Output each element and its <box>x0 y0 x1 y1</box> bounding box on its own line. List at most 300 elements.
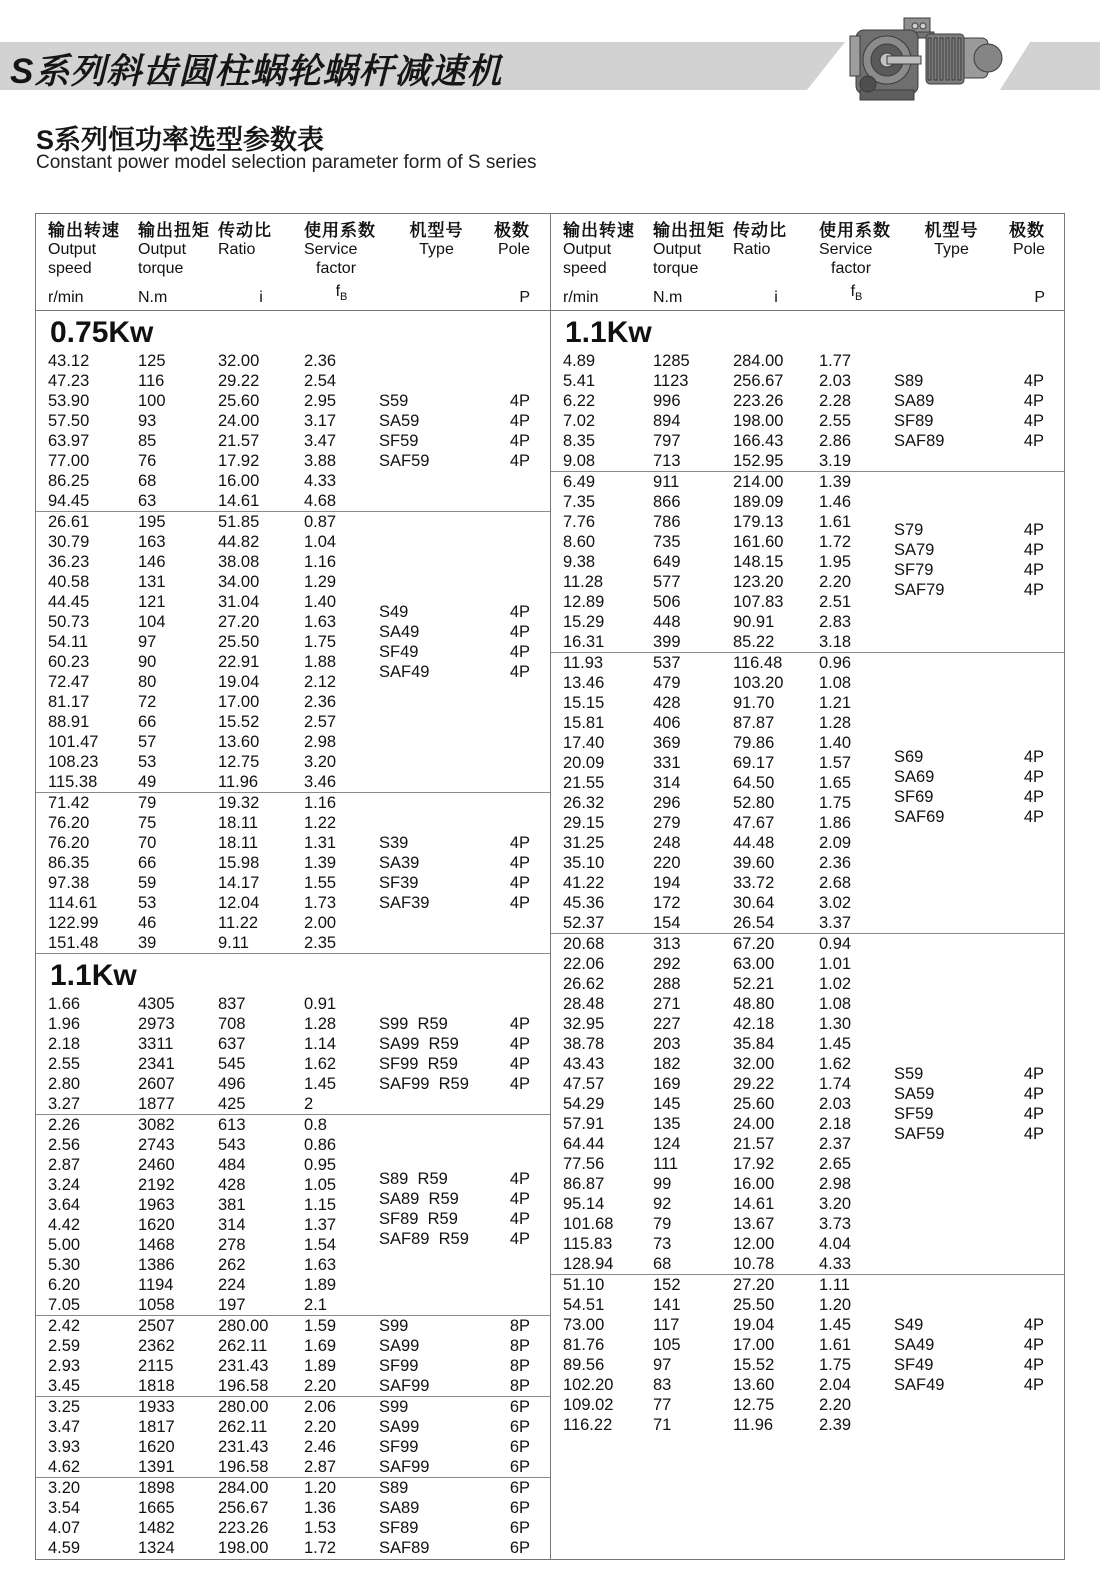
torque-value: 296 <box>653 794 681 812</box>
speed-value: 36.23 <box>48 553 90 571</box>
type-pole-row <box>894 747 1044 767</box>
ratio-value: 198.00 <box>733 412 784 430</box>
torque-value: 70 <box>138 834 157 852</box>
ratio-value: 166.43 <box>733 432 784 450</box>
header-label-en: factor <box>831 260 872 277</box>
speed-value: 51.10 <box>563 1276 605 1294</box>
torque-value: 117 <box>653 1316 680 1334</box>
header-label-en: Type <box>934 241 969 258</box>
ratio-value: 85.22 <box>733 633 775 651</box>
pole-value: 6P <box>509 1519 530 1537</box>
speed-value: 11.93 <box>563 654 604 672</box>
speed-value: 11.28 <box>563 573 604 591</box>
pole-value: 4P <box>1023 1336 1044 1354</box>
factor-value: 1.22 <box>304 814 337 832</box>
ratio-value: 9.11 <box>218 934 249 952</box>
factor-value: 1.21 <box>819 694 852 712</box>
table-row <box>551 1395 1064 1415</box>
factor-value: 2.18 <box>819 1115 852 1133</box>
ratio-value: 25.60 <box>218 392 260 410</box>
ratio-value: 107.83 <box>733 593 784 611</box>
table-row <box>36 371 550 391</box>
pole-value: 4P <box>509 1230 530 1248</box>
header-label-en: factor <box>316 260 357 277</box>
type-pole-row <box>379 1054 530 1074</box>
torque-value: 1963 <box>138 1196 175 1214</box>
speed-value: 2.55 <box>48 1055 81 1073</box>
header-label-cn: 机型号 <box>924 221 979 240</box>
pole-value: 4P <box>1023 1065 1044 1083</box>
factor-value: 1.53 <box>304 1519 337 1537</box>
ratio-value: 613 <box>218 1116 246 1134</box>
header-unit: $f_B$ <box>850 282 863 303</box>
speed-value: 86.35 <box>48 854 90 872</box>
speed-value: 12.89 <box>563 593 605 611</box>
factor-value: 2.57 <box>304 713 337 731</box>
factor-value: 1.75 <box>819 794 852 812</box>
type-value: SAF89 <box>379 1539 430 1557</box>
ratio-value: 91.70 <box>733 694 775 712</box>
ratio-value: 284.00 <box>218 1479 269 1497</box>
type-pole-row <box>894 1064 1044 1084</box>
type-pole-row <box>894 411 1044 431</box>
factor-value: 2.20 <box>819 573 852 591</box>
torque-value: 577 <box>653 573 681 591</box>
speed-value: 54.11 <box>48 633 89 651</box>
power-section <box>36 953 550 1558</box>
type-pole-row <box>379 431 530 451</box>
ratio-value: 314 <box>218 1216 246 1234</box>
data-group <box>36 1114 550 1315</box>
column-header-torque <box>653 221 733 310</box>
factor-value: 3.20 <box>819 1195 852 1213</box>
type-value: SA89 <box>894 392 935 410</box>
ratio-value: 15.52 <box>733 1356 775 1374</box>
table-row <box>551 1214 1064 1234</box>
torque-value: 49 <box>138 773 157 791</box>
factor-value: 3.20 <box>304 753 337 771</box>
torque-value: 145 <box>653 1095 681 1113</box>
type-pole-block <box>894 371 1044 451</box>
speed-value: 7.76 <box>563 513 596 531</box>
speed-value: 101.68 <box>563 1215 614 1233</box>
ratio-value: 262.11 <box>218 1418 268 1436</box>
type-value: SA99 <box>379 1337 420 1355</box>
torque-value: 2192 <box>138 1176 175 1194</box>
type-value: SAF79 <box>894 581 945 599</box>
speed-value: 35.10 <box>563 854 605 872</box>
torque-value: 68 <box>653 1255 672 1273</box>
table-row <box>551 1174 1064 1194</box>
factor-value: 2.86 <box>819 432 852 450</box>
header-unit: r/min <box>48 289 84 306</box>
type-pole-row <box>379 1417 530 1437</box>
type-value: SF39 <box>379 874 419 892</box>
factor-value: 1.05 <box>304 1176 337 1194</box>
type-pole-block <box>894 1315 1044 1395</box>
torque-value: 105 <box>653 1336 681 1354</box>
pole-value: 4P <box>1023 372 1044 390</box>
ratio-value: 24.00 <box>733 1115 775 1133</box>
torque-value: 66 <box>138 854 157 872</box>
pole-value: 4P <box>509 603 530 621</box>
type-value: SAF69 <box>894 808 945 826</box>
table-row <box>551 1295 1064 1315</box>
speed-value: 45.36 <box>563 894 605 912</box>
torque-value: 1818 <box>138 1377 175 1395</box>
pole-value: 4P <box>1023 412 1044 430</box>
type-pole-row <box>379 642 530 662</box>
factor-value: 1.40 <box>304 593 337 611</box>
type-value: S49 <box>379 603 409 621</box>
factor-value: 2.55 <box>819 412 852 430</box>
type-value: S99 R59 <box>379 1015 448 1033</box>
type-value: SF49 <box>379 643 419 661</box>
factor-value: 1.36 <box>304 1499 337 1517</box>
pole-value: 4P <box>1023 1376 1044 1394</box>
pole-value: 6P <box>509 1479 530 1497</box>
speed-value: 7.02 <box>563 412 596 430</box>
torque-value: 4305 <box>138 995 175 1013</box>
type-value: SA59 <box>379 412 420 430</box>
factor-value: 1.39 <box>819 473 852 491</box>
factor-value: 2.68 <box>819 874 852 892</box>
factor-value: 1.59 <box>304 1317 337 1335</box>
factor-value: 2.39 <box>819 1416 852 1434</box>
table-row <box>551 653 1064 673</box>
factor-value: 1.72 <box>304 1539 337 1557</box>
speed-value: 26.32 <box>563 794 605 812</box>
header-unit: r/min <box>563 289 599 306</box>
column-header-type <box>379 221 494 310</box>
gear-reducer-illustration <box>842 4 1012 116</box>
speed-value: 3.54 <box>48 1499 81 1517</box>
ratio-value: 21.57 <box>218 432 260 450</box>
ratio-value: 256.67 <box>733 372 784 390</box>
data-group <box>36 994 550 1114</box>
torque-value: 220 <box>653 854 681 872</box>
ratio-value: 64.50 <box>733 774 775 792</box>
table-row <box>551 1014 1064 1034</box>
torque-value: 1620 <box>138 1216 175 1234</box>
speed-value: 151.48 <box>48 934 99 952</box>
factor-value: 1.69 <box>304 1337 337 1355</box>
speed-value: 4.07 <box>48 1519 81 1537</box>
ratio-value: 63.00 <box>733 955 775 973</box>
speed-value: 30.79 <box>48 533 90 551</box>
speed-value: 26.62 <box>563 975 605 993</box>
type-value: SF69 <box>894 788 934 806</box>
table-row <box>36 752 550 772</box>
type-pole-row <box>894 1335 1044 1355</box>
factor-value: 1.61 <box>819 513 852 531</box>
torque-value: 406 <box>653 714 681 732</box>
header-unit: P <box>1034 289 1045 306</box>
factor-value: 2.46 <box>304 1438 337 1456</box>
factor-value: 1.45 <box>304 1075 337 1093</box>
header-unit: N.m <box>653 289 683 306</box>
table-row <box>36 793 550 813</box>
header-label-en: Ratio <box>218 241 256 258</box>
torque-value: 121 <box>138 593 166 611</box>
data-group <box>36 351 550 511</box>
header-label-cn: 机型号 <box>409 221 464 240</box>
pole-value: 4P <box>509 1015 530 1033</box>
type-pole-block <box>894 747 1044 827</box>
speed-value: 6.20 <box>48 1276 81 1294</box>
ratio-value: 16.00 <box>733 1175 775 1193</box>
torque-value: 79 <box>653 1215 672 1233</box>
type-pole-block <box>379 1014 530 1094</box>
torque-value: 1898 <box>138 1479 175 1497</box>
parameter-table <box>35 213 1065 1560</box>
speed-value: 41.22 <box>563 874 605 892</box>
header-label-en: Output <box>563 241 612 258</box>
header-label-cn: 极数 <box>494 221 530 240</box>
torque-value: 1123 <box>653 372 689 390</box>
torque-value: 93 <box>138 412 157 430</box>
torque-value: 479 <box>653 674 681 692</box>
ratio-value: 262.11 <box>218 1337 268 1355</box>
speed-value: 76.20 <box>48 814 90 832</box>
factor-value: 2.20 <box>819 1396 852 1414</box>
pole-value: 4P <box>1023 788 1044 806</box>
type-pole-row <box>379 1169 530 1189</box>
factor-value: 1.86 <box>819 814 852 832</box>
factor-value: 0.8 <box>304 1116 327 1134</box>
table-row <box>36 732 550 752</box>
header-label-en: speed <box>48 260 92 277</box>
speed-value: 86.87 <box>563 1175 605 1193</box>
ratio-value: 21.57 <box>733 1135 775 1153</box>
table-row <box>551 853 1064 873</box>
speed-value: 2.18 <box>48 1035 81 1053</box>
type-pole-row <box>379 1518 530 1538</box>
column-header-speed <box>48 221 138 310</box>
speed-value: 1.96 <box>48 1015 81 1033</box>
factor-value: 1.75 <box>304 633 337 651</box>
power-section <box>36 311 550 953</box>
speed-value: 9.08 <box>563 452 596 470</box>
table-row <box>551 893 1064 913</box>
factor-value: 3.19 <box>819 452 852 470</box>
factor-value: 1.55 <box>304 874 337 892</box>
ratio-value: 284.00 <box>733 352 784 370</box>
speed-value: 15.15 <box>563 694 605 712</box>
speed-value: 71.42 <box>48 794 90 812</box>
type-pole-row <box>894 1104 1044 1124</box>
torque-value: 866 <box>653 493 681 511</box>
header-label-cn: 输出转速 <box>563 221 635 240</box>
table-row <box>551 1194 1064 1214</box>
type-pole-row <box>894 1124 1044 1144</box>
ratio-value: 496 <box>218 1075 246 1093</box>
ratio-value: 19.32 <box>218 794 260 812</box>
header-unit <box>894 307 1009 310</box>
speed-value: 3.20 <box>48 1479 81 1497</box>
factor-value: 3.73 <box>819 1215 852 1233</box>
torque-value: 97 <box>653 1356 672 1374</box>
table-row <box>551 1234 1064 1254</box>
factor-value: 2.98 <box>819 1175 852 1193</box>
factor-value: 3.37 <box>819 914 852 932</box>
speed-value: 128.94 <box>563 1255 614 1273</box>
type-value: SAF39 <box>379 894 430 912</box>
type-value: S89 <box>894 372 924 390</box>
factor-value: 2.54 <box>304 372 337 390</box>
type-pole-block <box>379 391 530 471</box>
header-label-cn: 传动比 <box>733 221 787 240</box>
type-pole-row <box>379 391 530 411</box>
header-unit: N.m <box>138 289 168 306</box>
ratio-value: 12.75 <box>218 753 260 771</box>
ratio-value: 12.75 <box>733 1396 775 1414</box>
speed-value: 15.29 <box>563 613 605 631</box>
header-label-en: Output <box>653 241 702 258</box>
speed-value: 2.59 <box>48 1337 81 1355</box>
speed-value: 4.42 <box>48 1216 81 1234</box>
factor-value: 1.28 <box>304 1015 337 1033</box>
type-pole-block <box>379 1397 530 1477</box>
pole-value: 4P <box>1023 1356 1044 1374</box>
table-row <box>551 1154 1064 1174</box>
data-group <box>36 1477 550 1558</box>
type-pole-row <box>379 1189 530 1209</box>
speed-value: 109.02 <box>563 1396 614 1414</box>
table-row <box>551 1275 1064 1295</box>
header-label-en: Output <box>48 241 97 258</box>
type-value: SAF59 <box>379 452 430 470</box>
torque-value: 911 <box>653 473 680 491</box>
speed-value: 57.91 <box>563 1115 605 1133</box>
ratio-value: 18.11 <box>218 814 259 832</box>
type-pole-row <box>894 580 1044 600</box>
torque-value: 1391 <box>138 1458 175 1476</box>
torque-value: 1324 <box>138 1539 175 1557</box>
type-value: SA89 R59 <box>379 1190 459 1208</box>
column-header-pole <box>494 221 530 310</box>
table-row <box>36 692 550 712</box>
table-row <box>551 673 1064 693</box>
pole-value: 8P <box>509 1317 530 1335</box>
type-pole-row <box>379 622 530 642</box>
torque-value: 786 <box>653 513 681 531</box>
ratio-value: 179.13 <box>733 513 784 531</box>
torque-value: 90 <box>138 653 157 671</box>
ratio-value: 17.00 <box>218 693 260 711</box>
factor-value: 3.47 <box>304 432 337 450</box>
ratio-value: 35.84 <box>733 1035 775 1053</box>
torque-value: 3311 <box>138 1035 174 1053</box>
torque-value: 125 <box>138 352 166 370</box>
column-header-factor <box>304 221 379 310</box>
type-pole-row <box>379 1336 530 1356</box>
ratio-value: 214.00 <box>733 473 784 491</box>
type-pole-row <box>379 1437 530 1457</box>
pole-value: 4P <box>509 452 530 470</box>
type-value: S59 <box>379 392 409 410</box>
speed-value: 57.50 <box>48 412 90 430</box>
table-row <box>36 351 550 371</box>
factor-value: 2.1 <box>304 1296 327 1314</box>
table-title-cn: S系列恒功率选型参数表 <box>36 125 325 155</box>
ratio-value: 52.80 <box>733 794 775 812</box>
ratio-value: 33.72 <box>733 874 775 892</box>
factor-value: 1.11 <box>819 1276 850 1294</box>
pole-value: 8P <box>509 1357 530 1375</box>
type-pole-block <box>379 602 530 682</box>
torque-value: 537 <box>653 654 681 672</box>
torque-value: 73 <box>653 1235 672 1253</box>
torque-value: 1468 <box>138 1236 175 1254</box>
type-pole-row <box>379 893 530 913</box>
torque-value: 1386 <box>138 1256 175 1274</box>
type-pole-row <box>379 1538 530 1558</box>
column-header-pole <box>1009 221 1045 310</box>
factor-value: 3.88 <box>304 452 337 470</box>
factor-value: 4.33 <box>304 472 337 490</box>
torque-value: 227 <box>653 1015 681 1033</box>
type-value: SF59 <box>379 432 419 450</box>
table-row <box>36 1275 550 1295</box>
torque-value: 79 <box>138 794 157 812</box>
type-value: S79 <box>894 521 924 539</box>
pole-value: 4P <box>509 412 530 430</box>
table-row <box>551 913 1064 933</box>
pole-value: 4P <box>509 1035 530 1053</box>
torque-value: 141 <box>653 1296 681 1314</box>
factor-value: 0.86 <box>304 1136 337 1154</box>
torque-value: 124 <box>653 1135 681 1153</box>
type-value: SA99 <box>379 1418 420 1436</box>
torque-value: 66 <box>138 713 157 731</box>
torque-value: 1877 <box>138 1095 175 1113</box>
type-pole-row <box>379 1478 530 1498</box>
table-row <box>36 1094 550 1114</box>
ratio-value: 27.20 <box>733 1276 775 1294</box>
table-row <box>551 974 1064 994</box>
speed-value: 50.73 <box>48 613 90 631</box>
speed-value: 81.76 <box>563 1336 605 1354</box>
data-group <box>36 1315 550 1396</box>
speed-value: 43.43 <box>563 1055 605 1073</box>
ratio-value: 189.09 <box>733 493 784 511</box>
ratio-value: 13.67 <box>733 1215 775 1233</box>
type-value: SF89 R59 <box>379 1210 458 1228</box>
ratio-value: 47.67 <box>733 814 775 832</box>
factor-value: 0.95 <box>304 1156 337 1174</box>
speed-value: 9.38 <box>563 553 596 571</box>
power-rating-heading: 1.1Kw <box>50 959 137 992</box>
factor-value: 1.73 <box>304 894 337 912</box>
type-value: S89 <box>379 1479 409 1497</box>
header-label-en: Pole <box>497 241 530 258</box>
speed-value: 3.25 <box>48 1398 81 1416</box>
column-header-ratio <box>733 221 819 310</box>
factor-value: 1.04 <box>304 533 337 551</box>
type-value: SAF59 <box>894 1125 945 1143</box>
type-pole-row <box>894 391 1044 411</box>
table-row <box>36 532 550 552</box>
torque-value: 1933 <box>138 1398 175 1416</box>
speed-value: 3.64 <box>48 1196 81 1214</box>
type-value: SA59 <box>894 1085 935 1103</box>
speed-value: 20.68 <box>563 935 605 953</box>
factor-value: 1.37 <box>304 1216 337 1234</box>
ratio-value: 708 <box>218 1015 246 1033</box>
ratio-value: 837 <box>218 995 246 1013</box>
ratio-value: 79.86 <box>733 734 775 752</box>
